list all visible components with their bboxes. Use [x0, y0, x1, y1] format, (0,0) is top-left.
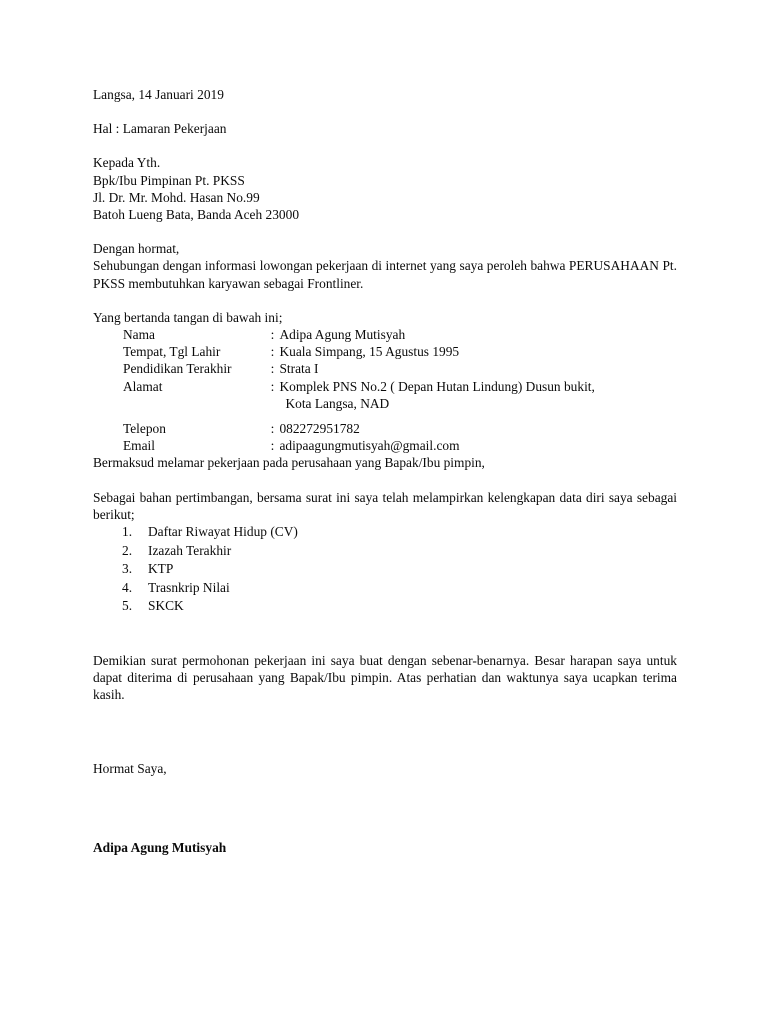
- field-label: Pendidikan Terakhir: [123, 361, 232, 377]
- field-value-group: [279, 378, 677, 412]
- field-separator: :: [270, 421, 275, 437]
- field-label: Nama: [123, 327, 155, 343]
- purpose-line: Bermaksud melamar pekerjaan pada perusahaan yang Bapak/Ibu pimpin,: [93, 455, 485, 471]
- field-row-email: [93, 437, 677, 454]
- recipient-street: Jl. Dr. Mr. Mohd. Hasan No.99: [93, 189, 260, 205]
- field-value: 082272951782: [279, 421, 360, 437]
- field-value: Kuala Simpang, 15 Agustus 1995: [279, 344, 460, 360]
- list-item-number: 4.: [122, 579, 133, 595]
- field-separator: :: [270, 344, 275, 360]
- signature-name: Adipa Agung Mutisyah: [93, 839, 227, 855]
- list-item: [93, 560, 677, 579]
- field-label: Tempat, Tgl Lahir: [123, 344, 221, 360]
- field-row-telepon: [93, 420, 677, 437]
- field-row-tempat-tgl-lahir: [93, 343, 677, 360]
- spacer: [93, 103, 677, 120]
- list-item-number: 3.: [122, 561, 133, 577]
- subject-line: Hal : Lamaran Pekerjaan: [93, 121, 227, 137]
- field-value-continuation: Kota Langsa, NAD: [285, 395, 390, 411]
- list-item-number: 5.: [122, 598, 133, 614]
- field-separator: :: [270, 327, 275, 343]
- identity-intro: Yang bertanda tangan di bawah ini;: [93, 309, 283, 325]
- sign-off: Hormat Saya,: [93, 760, 167, 776]
- letter-body: [93, 86, 677, 856]
- closing-paragraph: Demikian surat permohonan pekerjaan ini saya buat dengan sebenar-benarnya. Besar harapan saya untuk dapat diterima di perusahaan yang Bapak/Ibu pimpin. Atas perhatian dan waktunya saya ucapkan terima kasih.: [93, 653, 677, 703]
- intro-paragraph: Sehubungan dengan informasi lowongan pekerjaan di internet yang saya peroleh bahwa PERUSAHAAN Pt. PKSS membutuhkan karyawan sebagai Frontliner.: [93, 258, 677, 291]
- list-item-label: SKCK: [148, 598, 184, 614]
- recipient-salutation: Kepada Yth.: [93, 155, 161, 171]
- spacer: [93, 223, 677, 240]
- field-label: Telepon: [123, 421, 166, 437]
- list-item: [93, 597, 677, 616]
- recipient-city: Batoh Lueng Bata, Banda Aceh 23000: [93, 207, 300, 223]
- field-separator: :: [270, 361, 275, 377]
- list-item: [93, 579, 677, 598]
- field-row-pendidikan-terakhir: [93, 360, 677, 377]
- field-label: Alamat: [123, 378, 163, 394]
- list-item: [93, 542, 677, 561]
- list-item-number: 1.: [122, 524, 133, 540]
- field-label: Email: [123, 438, 155, 454]
- attachments-list: [93, 523, 677, 616]
- spacer: [93, 616, 677, 652]
- recipient-block: [93, 154, 677, 223]
- spacer: [93, 704, 677, 760]
- list-item-label: Izazah Terakhir: [148, 542, 232, 558]
- attachments-intro: Sebagai bahan pertimbangan, bersama surat ini saya telah melampirkan kelengkapan data diri saya sebagai berikut;: [93, 489, 677, 522]
- spacer: [93, 292, 677, 309]
- field-value: adipaagungmutisyah@gmail.com: [279, 438, 460, 454]
- list-item-number: 2.: [122, 542, 133, 558]
- field-value: Strata I: [279, 361, 319, 377]
- list-item-label: KTP: [148, 561, 174, 577]
- list-item: [93, 523, 677, 542]
- spacer: [93, 472, 677, 489]
- field-row-spacer: [93, 412, 677, 420]
- spacer: [93, 137, 677, 154]
- identity-fields-table: [93, 326, 677, 454]
- field-separator: :: [270, 378, 275, 394]
- field-value: Komplek PNS No.2 ( Depan Hutan Lindung) Dusun bukit,: [279, 378, 595, 394]
- greeting: Dengan hormat,: [93, 241, 180, 257]
- field-row-nama: [93, 326, 677, 343]
- date-line: Langsa, 14 Januari 2019: [93, 87, 224, 102]
- list-item-label: Trasnkrip Nilai: [148, 579, 230, 595]
- field-value: Adipa Agung Mutisyah: [279, 327, 406, 343]
- list-item-label: Daftar Riwayat Hidup (CV): [148, 524, 298, 540]
- field-separator: :: [270, 438, 275, 454]
- field-row-alamat: [93, 378, 677, 412]
- recipient-company: Bpk/Ibu Pimpinan Pt. PKSS: [93, 172, 245, 188]
- signature-space: [93, 777, 677, 839]
